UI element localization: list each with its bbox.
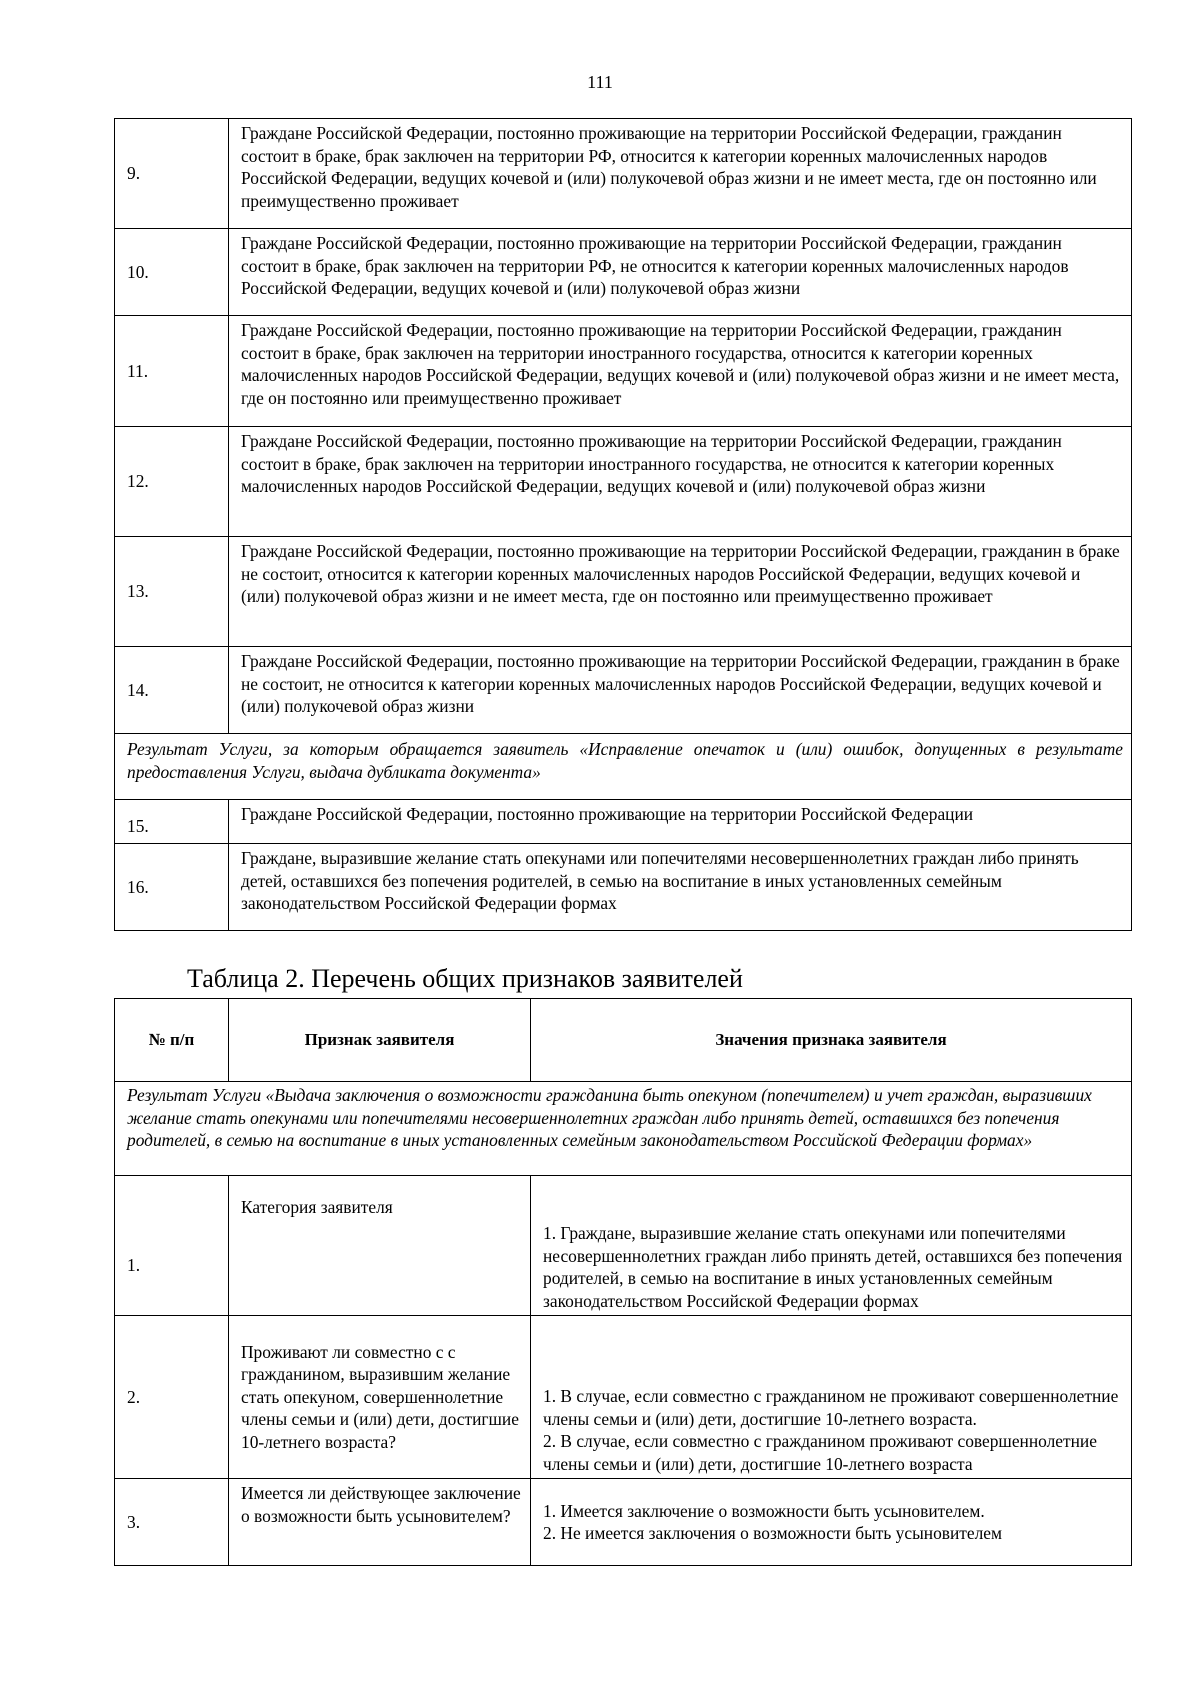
row-number: 3. [115, 1479, 229, 1566]
service-result-heading: Результат Услуги, за которым обращается заявитель «Исправление опечаток и (или) ошибок, допущенных в результате предоставления Услуги, выдача дубликата документа» [115, 734, 1132, 800]
row-number: 15. [115, 800, 229, 844]
row-number: 11. [115, 316, 229, 427]
row-number: 2. [115, 1316, 229, 1479]
feature-values [531, 1176, 1132, 1316]
applicant-description: Граждане Российской Федерации, постоянно проживающие на территории Российской Федерации, гражданин в браке не состоит, относится к категории коренных малочисленных народов Российской Федерации, ведущих кочевой и (или) полукочевой образ жизни и не имеет места, где он постоянно или преимущественно проживает [229, 537, 1132, 647]
row-number: 12. [115, 427, 229, 537]
column-header-number: № п/п [115, 999, 229, 1082]
column-header-values: Значения признака заявителя [531, 999, 1132, 1082]
table-title: Таблица 2. Перечень общих признаков заявителей [187, 964, 743, 993]
feature-value: 1. В случае, если совместно с гражданином не проживают совершеннолетние члены семьи и (или) дети, достигшие 10-летнего возраста. [543, 1386, 1119, 1429]
common-applicant-features-table [114, 998, 1132, 1566]
feature-name: Категория заявителя [229, 1176, 531, 1316]
table-row [115, 119, 1132, 229]
applicant-description: Граждане Российской Федерации, постоянно проживающие на территории Российской Федерации [229, 800, 1132, 844]
section-row [115, 734, 1132, 800]
applicant-description: Граждане Российской Федерации, постоянно проживающие на территории Российской Федерации, гражданин состоит в браке, брак заключен на территории иностранного государства, относится к категории коренных малочисленных народов Российской Федерации, ведущих кочевой и (или) полукочевой образ жизни и не имеет места, где он постоянно или преимущественно проживает [229, 316, 1132, 427]
page-number: 111 [587, 72, 613, 92]
table-row [115, 1316, 1132, 1479]
feature-value: 1. Граждане, выразившие желание стать опекунами или попечителями несовершеннолетних граждан либо принять детей, оставшихся без попечения родителей, в семью на воспитание в иных установленных семейным законодательством Российской Федерации формах [543, 1223, 1123, 1311]
table-row [115, 1176, 1132, 1316]
table-row [115, 1479, 1132, 1566]
column-header-feature: Признак заявителя [229, 999, 531, 1082]
row-number: 13. [115, 537, 229, 647]
feature-name: Проживают ли совместно с с гражданином, выразившим желание стать опекуном, совершеннолетние члены семьи и (или) дети, достигшие 10-летнего возраста? [229, 1316, 531, 1479]
feature-value: 2. Не имеется заключения о возможности быть усыновителем [543, 1523, 1003, 1543]
row-number: 14. [115, 647, 229, 734]
header-row [115, 999, 1132, 1082]
row-number: 9. [115, 119, 229, 229]
feature-value: 1. Имеется заключение о возможности быть усыновителем. [543, 1500, 985, 1521]
table-row [115, 229, 1132, 316]
applicant-description: Граждане, выразившие желание стать опекунами или попечителями несовершеннолетних граждан либо принять детей, оставшихся без попечения родителей, в семью на воспитание в иных установленных семейным законодательством Российской Федерации формах [229, 844, 1132, 931]
applicant-description: Граждане Российской Федерации, постоянно проживающие на территории Российской Федерации, гражданин состоит в браке, брак заключен на территории иностранного государства, не относится к категории коренных малочисленных народов Российской Федерации, ведущих кочевой и (или) полукочевой образ жизни [229, 427, 1132, 537]
applicant-description: Граждане Российской Федерации, постоянно проживающие на территории Российской Федерации, гражданин в браке не состоит, не относится к категории коренных малочисленных народов Российской Федерации, ведущих кочевой и (или) полукочевой образ жизни [229, 647, 1132, 734]
table-row [115, 844, 1132, 931]
service-result-heading: Результат Услуги «Выдача заключения о возможности гражданина быть опекуном (попечителем) и учет граждан, выразивших желание стать опекунами или попечителями несовершеннолетних граждан либо принять детей, оставшихся без попечения родителей, в семью на воспитание в иных установленных семейным законодательством Российской Федерации формах» [115, 1082, 1132, 1176]
feature-name: Имеется ли действующее заключение о возможности быть усыновителем? [229, 1479, 531, 1566]
table-row [115, 537, 1132, 647]
row-number: 10. [115, 229, 229, 316]
feature-values [531, 1316, 1132, 1479]
table-row [115, 800, 1132, 844]
row-number: 16. [115, 844, 229, 931]
feature-values [531, 1479, 1132, 1566]
feature-value: 2. В случае, если совместно с гражданином проживают совершеннолетние члены семьи и (или) дети, достигшие 10-летнего возраста [543, 1431, 1097, 1474]
table-row [115, 316, 1132, 427]
applicant-description: Граждане Российской Федерации, постоянно проживающие на территории Российской Федерации, гражданин состоит в браке, брак заключен на территории РФ, не относится к категории коренных малочисленных народов Российской Федерации, ведущих кочевой и (или) полукочевой образ жизни [229, 229, 1132, 316]
applicants-table-continued [114, 118, 1132, 931]
table-row [115, 647, 1132, 734]
applicant-description: Граждане Российской Федерации, постоянно проживающие на территории Российской Федерации, гражданин состоит в браке, брак заключен на территории РФ, относится к категории коренных малочисленных народов Российской Федерации, ведущих кочевой и (или) полукочевой образ жизни и не имеет места, где он постоянно или преимущественно проживает [229, 119, 1132, 229]
table-row [115, 427, 1132, 537]
row-number: 1. [115, 1176, 229, 1316]
section-row [115, 1082, 1132, 1176]
